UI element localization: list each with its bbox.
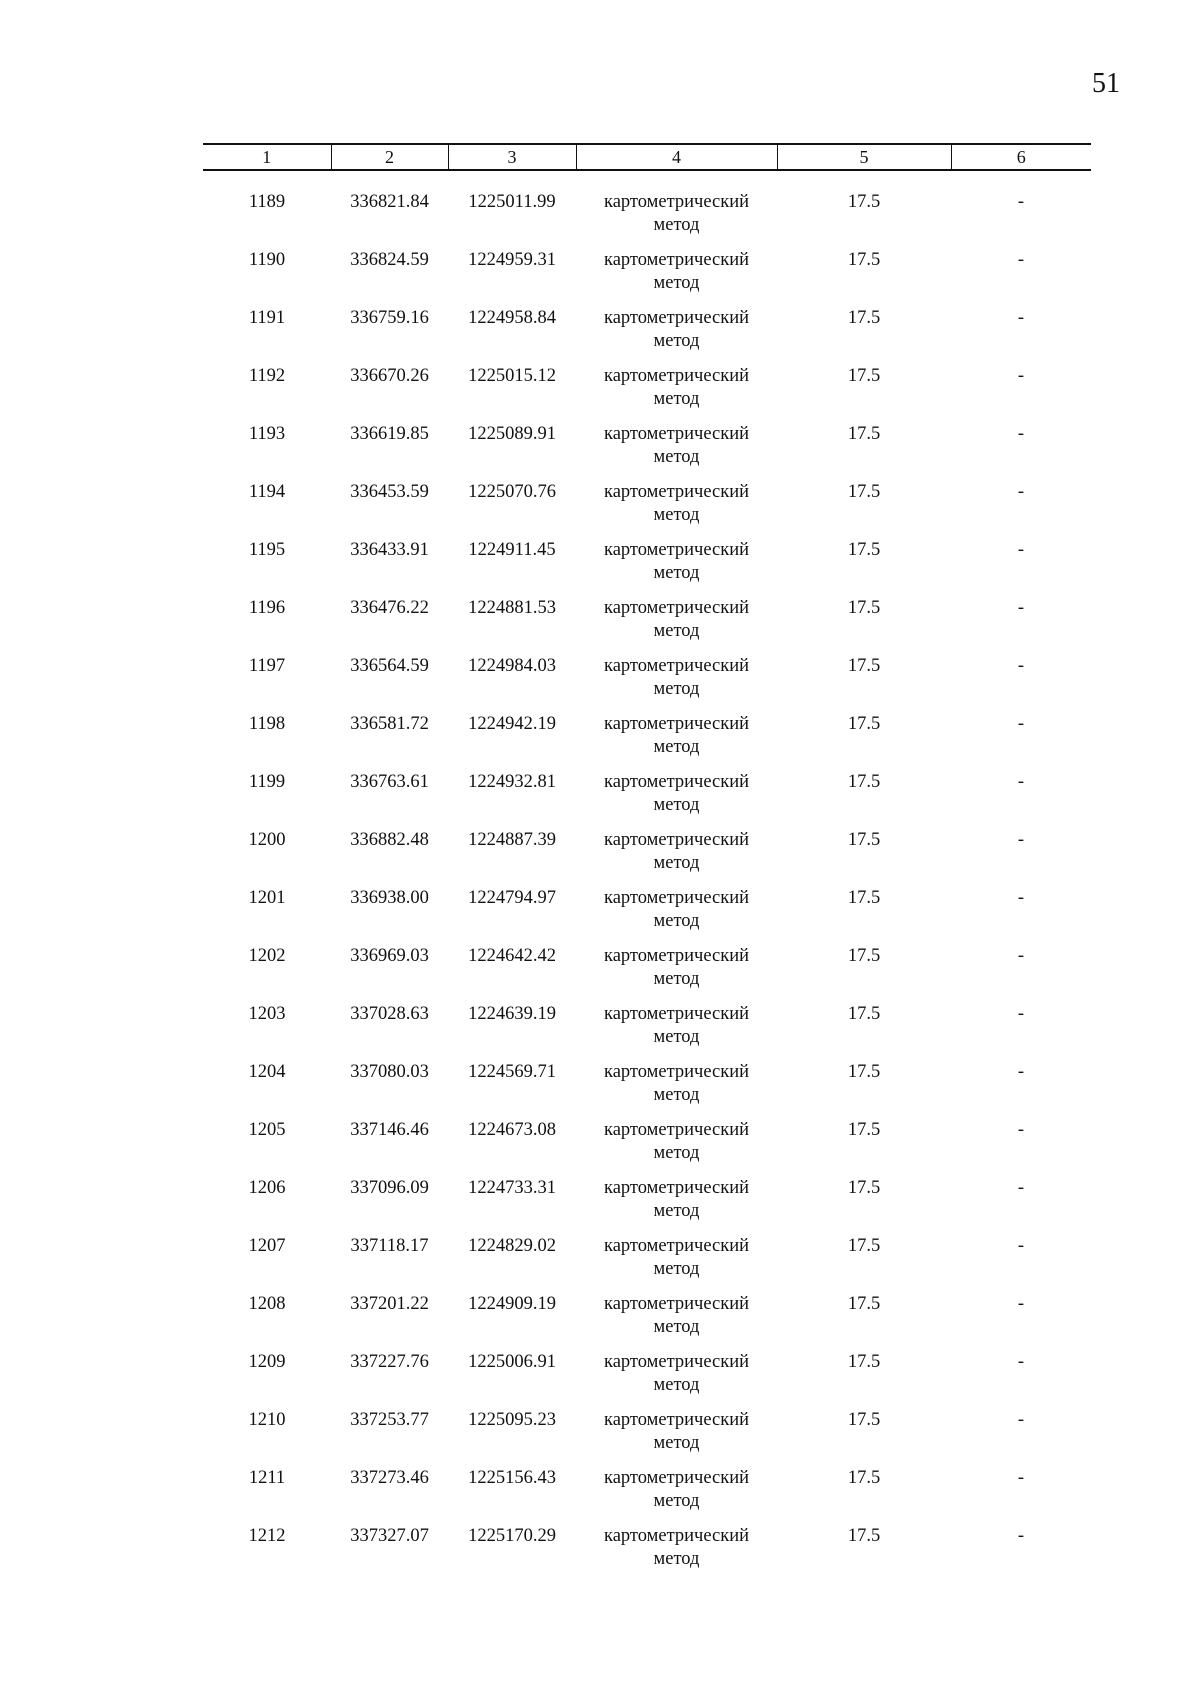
- method-line-1: картометрический: [603, 888, 750, 908]
- table-header: [203, 144, 1091, 170]
- accuracy-cell: 17.5: [847, 540, 881, 560]
- y-coordinate-cell: 1224639.19: [468, 1004, 556, 1024]
- column-header-5: 5: [777, 144, 951, 170]
- x-coordinate-cell: 336938.00: [350, 888, 429, 908]
- x-coordinate-cell: 336564.59: [350, 656, 429, 676]
- table-row: [203, 1235, 1091, 1293]
- x-coordinate-cell: 337096.09: [350, 1178, 429, 1198]
- method-line-1: картометрический: [603, 830, 750, 850]
- table-row: [203, 1119, 1091, 1177]
- x-coordinate-cell: 336476.22: [350, 598, 429, 618]
- method-cell: [576, 1293, 777, 1351]
- table-row: [203, 365, 1091, 423]
- method-cell: [576, 249, 777, 307]
- table-row: [203, 597, 1091, 655]
- point-number-cell: 1201: [248, 888, 286, 908]
- method-line-2: метод: [653, 1085, 700, 1105]
- table-row: [203, 829, 1091, 887]
- method-cell: [576, 539, 777, 597]
- point-number-cell: 1205: [248, 1120, 286, 1140]
- x-coordinate-cell: 336824.59: [350, 250, 429, 270]
- y-coordinate-cell: 1224958.84: [468, 308, 556, 328]
- table-body: [203, 170, 1091, 1583]
- method-line-2: метод: [653, 389, 700, 409]
- method-line-2: метод: [653, 1027, 700, 1047]
- y-coordinate-cell: 1224569.71: [468, 1062, 556, 1082]
- note-cell: -: [1017, 598, 1025, 618]
- note-cell: -: [1017, 714, 1025, 734]
- note-cell: -: [1017, 656, 1025, 676]
- table-row: [203, 771, 1091, 829]
- x-coordinate-cell: 337201.22: [350, 1294, 429, 1314]
- note-cell: -: [1017, 772, 1025, 792]
- x-coordinate-cell: 337146.46: [350, 1120, 429, 1140]
- method-line-1: картометрический: [603, 1468, 750, 1488]
- table-row: [203, 170, 1091, 249]
- method-line-2: метод: [653, 1433, 700, 1453]
- note-cell: -: [1017, 250, 1025, 270]
- note-cell: -: [1017, 366, 1025, 386]
- method-line-1: картометрический: [603, 250, 750, 270]
- method-line-2: метод: [653, 273, 700, 293]
- point-number-cell: 1199: [248, 772, 286, 792]
- method-line-2: метод: [653, 505, 700, 525]
- accuracy-cell: 17.5: [847, 830, 881, 850]
- method-cell: [576, 481, 777, 539]
- table-row: [203, 423, 1091, 481]
- method-cell: [576, 945, 777, 1003]
- x-coordinate-cell: 337327.07: [350, 1526, 429, 1546]
- coordinates-table: [203, 143, 1091, 1583]
- table-row: [203, 887, 1091, 945]
- coordinates-table-wrapper: [203, 143, 1091, 1583]
- x-coordinate-cell: 336581.72: [350, 714, 429, 734]
- method-cell: [576, 1525, 777, 1583]
- y-coordinate-cell: 1224909.19: [468, 1294, 556, 1314]
- y-coordinate-cell: 1224887.39: [468, 830, 556, 850]
- x-coordinate-cell: 336821.84: [350, 192, 429, 212]
- table-row: [203, 1061, 1091, 1119]
- method-cell: [576, 423, 777, 481]
- table-row: [203, 481, 1091, 539]
- y-coordinate-cell: 1225015.12: [468, 366, 556, 386]
- point-number-cell: 1203: [248, 1004, 286, 1024]
- note-cell: -: [1017, 946, 1025, 966]
- column-header-6: 6: [951, 144, 1091, 170]
- y-coordinate-cell: 1225089.91: [468, 424, 556, 444]
- y-coordinate-cell: 1224942.19: [468, 714, 556, 734]
- method-cell: [576, 887, 777, 945]
- x-coordinate-cell: 336969.03: [350, 946, 429, 966]
- point-number-cell: 1195: [248, 540, 286, 560]
- point-number-cell: 1198: [248, 714, 286, 734]
- note-cell: -: [1017, 830, 1025, 850]
- table-row: [203, 713, 1091, 771]
- method-line-1: картометрический: [603, 1120, 750, 1140]
- column-header-2: 2: [331, 144, 448, 170]
- method-line-2: метод: [653, 1549, 700, 1569]
- y-coordinate-cell: 1225070.76: [468, 482, 556, 502]
- method-cell: [576, 1235, 777, 1293]
- method-cell: [576, 1409, 777, 1467]
- method-line-2: метод: [653, 447, 700, 467]
- method-line-1: картометрический: [603, 192, 750, 212]
- point-number-cell: 1211: [248, 1468, 286, 1488]
- accuracy-cell: 17.5: [847, 1178, 881, 1198]
- x-coordinate-cell: 337227.76: [350, 1352, 429, 1372]
- x-coordinate-cell: 337028.63: [350, 1004, 429, 1024]
- y-coordinate-cell: 1225011.99: [468, 192, 556, 212]
- y-coordinate-cell: 1224911.45: [468, 540, 556, 560]
- note-cell: -: [1017, 1178, 1025, 1198]
- point-number-cell: 1190: [248, 250, 286, 270]
- accuracy-cell: 17.5: [847, 946, 881, 966]
- method-line-1: картометрический: [603, 1236, 750, 1256]
- method-line-1: картометрический: [603, 598, 750, 618]
- method-cell: [576, 307, 777, 365]
- y-coordinate-cell: 1224881.53: [468, 598, 556, 618]
- table-row: [203, 1409, 1091, 1467]
- method-cell: [576, 1467, 777, 1525]
- point-number-cell: 1206: [248, 1178, 286, 1198]
- method-line-2: метод: [653, 853, 700, 873]
- table-row: [203, 655, 1091, 713]
- method-cell: [576, 829, 777, 887]
- accuracy-cell: 17.5: [847, 1526, 881, 1546]
- note-cell: -: [1017, 1526, 1025, 1546]
- accuracy-cell: 17.5: [847, 888, 881, 908]
- note-cell: -: [1017, 1004, 1025, 1024]
- point-number-cell: 1209: [248, 1352, 286, 1372]
- method-cell: [576, 713, 777, 771]
- accuracy-cell: 17.5: [847, 714, 881, 734]
- y-coordinate-cell: 1224733.31: [468, 1178, 556, 1198]
- point-number-cell: 1200: [248, 830, 286, 850]
- method-cell: [576, 1061, 777, 1119]
- y-coordinate-cell: 1225006.91: [468, 1352, 556, 1372]
- table-row: [203, 249, 1091, 307]
- point-number-cell: 1196: [248, 598, 286, 618]
- x-coordinate-cell: 336670.26: [350, 366, 429, 386]
- method-line-2: метод: [653, 1143, 700, 1163]
- table-row: [203, 539, 1091, 597]
- y-coordinate-cell: 1225095.23: [468, 1410, 556, 1430]
- method-line-2: метод: [653, 911, 700, 931]
- accuracy-cell: 17.5: [847, 192, 881, 212]
- note-cell: -: [1017, 1294, 1025, 1314]
- point-number-cell: 1212: [248, 1526, 286, 1546]
- note-cell: -: [1017, 1120, 1025, 1140]
- method-line-2: метод: [653, 969, 700, 989]
- point-number-cell: 1192: [248, 366, 286, 386]
- method-cell: [576, 1003, 777, 1061]
- accuracy-cell: 17.5: [847, 1004, 881, 1024]
- method-line-2: метод: [653, 1491, 700, 1511]
- point-number-cell: 1204: [248, 1062, 286, 1082]
- x-coordinate-cell: 336453.59: [350, 482, 429, 502]
- point-number-cell: 1202: [248, 946, 286, 966]
- y-coordinate-cell: 1224932.81: [468, 772, 556, 792]
- note-cell: -: [1017, 1352, 1025, 1372]
- x-coordinate-cell: 336763.61: [350, 772, 429, 792]
- method-line-1: картометрический: [603, 482, 750, 502]
- method-line-1: картометрический: [603, 308, 750, 328]
- method-cell: [576, 655, 777, 713]
- method-cell: [576, 1351, 777, 1409]
- note-cell: -: [1017, 192, 1025, 212]
- accuracy-cell: 17.5: [847, 1236, 881, 1256]
- accuracy-cell: 17.5: [847, 1120, 881, 1140]
- accuracy-cell: 17.5: [847, 250, 881, 270]
- method-line-1: картометрический: [603, 772, 750, 792]
- method-line-2: метод: [653, 1317, 700, 1337]
- method-line-2: метод: [653, 563, 700, 583]
- table-row: [203, 1003, 1091, 1061]
- method-line-2: метод: [653, 1259, 700, 1279]
- method-line-2: метод: [653, 1201, 700, 1221]
- method-cell: [576, 771, 777, 829]
- point-number-cell: 1210: [248, 1410, 286, 1430]
- method-line-1: картометрический: [603, 714, 750, 734]
- method-cell: [576, 170, 777, 249]
- accuracy-cell: 17.5: [847, 1468, 881, 1488]
- point-number-cell: 1194: [248, 482, 286, 502]
- method-line-1: картометрический: [603, 366, 750, 386]
- method-line-1: картометрический: [603, 946, 750, 966]
- y-coordinate-cell: 1224673.08: [468, 1120, 556, 1140]
- method-line-2: метод: [653, 1375, 700, 1395]
- y-coordinate-cell: 1224959.31: [468, 250, 556, 270]
- method-line-1: картометрический: [603, 1410, 750, 1430]
- point-number-cell: 1208: [248, 1294, 286, 1314]
- method-cell: [576, 1119, 777, 1177]
- accuracy-cell: 17.5: [847, 598, 881, 618]
- note-cell: -: [1017, 1236, 1025, 1256]
- method-line-1: картометрический: [603, 656, 750, 676]
- point-number-cell: 1189: [248, 192, 286, 212]
- x-coordinate-cell: 336433.91: [350, 540, 429, 560]
- x-coordinate-cell: 337273.46: [350, 1468, 429, 1488]
- accuracy-cell: 17.5: [847, 366, 881, 386]
- note-cell: -: [1017, 540, 1025, 560]
- y-coordinate-cell: 1225156.43: [468, 1468, 556, 1488]
- method-line-1: картометрический: [603, 1526, 750, 1546]
- method-cell: [576, 597, 777, 655]
- table-row: [203, 945, 1091, 1003]
- method-line-2: метод: [653, 679, 700, 699]
- point-number-cell: 1191: [248, 308, 286, 328]
- method-line-2: метод: [653, 795, 700, 815]
- x-coordinate-cell: 337253.77: [350, 1410, 429, 1430]
- method-line-1: картометрический: [603, 1062, 750, 1082]
- accuracy-cell: 17.5: [847, 308, 881, 328]
- accuracy-cell: 17.5: [847, 1410, 881, 1430]
- accuracy-cell: 17.5: [847, 1062, 881, 1082]
- column-header-3: 3: [448, 144, 576, 170]
- table-row: [203, 1177, 1091, 1235]
- header-row: [203, 144, 1091, 170]
- point-number-cell: 1197: [248, 656, 286, 676]
- method-line-2: метод: [653, 331, 700, 351]
- note-cell: -: [1017, 424, 1025, 444]
- accuracy-cell: 17.5: [847, 1352, 881, 1372]
- method-line-2: метод: [653, 737, 700, 757]
- table-row: [203, 1525, 1091, 1583]
- x-coordinate-cell: 336619.85: [350, 424, 429, 444]
- x-coordinate-cell: 336759.16: [350, 308, 429, 328]
- accuracy-cell: 17.5: [847, 1294, 881, 1314]
- method-line-1: картометрический: [603, 424, 750, 444]
- method-line-1: картометрический: [603, 1352, 750, 1372]
- y-coordinate-cell: 1224642.42: [468, 946, 556, 966]
- table-row: [203, 307, 1091, 365]
- page-number: 51: [1092, 68, 1120, 99]
- accuracy-cell: 17.5: [847, 424, 881, 444]
- method-line-1: картометрический: [603, 1294, 750, 1314]
- column-header-1: 1: [203, 144, 331, 170]
- table-row: [203, 1293, 1091, 1351]
- x-coordinate-cell: 337118.17: [350, 1236, 429, 1256]
- y-coordinate-cell: 1224829.02: [468, 1236, 556, 1256]
- column-header-4: 4: [576, 144, 777, 170]
- method-line-2: метод: [653, 621, 700, 641]
- note-cell: -: [1017, 482, 1025, 502]
- y-coordinate-cell: 1224984.03: [468, 656, 556, 676]
- point-number-cell: 1207: [248, 1236, 286, 1256]
- method-line-2: метод: [653, 215, 700, 235]
- method-line-1: картометрический: [603, 540, 750, 560]
- note-cell: -: [1017, 1410, 1025, 1430]
- table-row: [203, 1351, 1091, 1409]
- y-coordinate-cell: 1224794.97: [468, 888, 556, 908]
- accuracy-cell: 17.5: [847, 772, 881, 792]
- y-coordinate-cell: 1225170.29: [468, 1526, 556, 1546]
- method-cell: [576, 1177, 777, 1235]
- x-coordinate-cell: 336882.48: [350, 830, 429, 850]
- point-number-cell: 1193: [248, 424, 286, 444]
- table-row: [203, 1467, 1091, 1525]
- note-cell: -: [1017, 1468, 1025, 1488]
- method-line-1: картометрический: [603, 1004, 750, 1024]
- note-cell: -: [1017, 888, 1025, 908]
- x-coordinate-cell: 337080.03: [350, 1062, 429, 1082]
- method-line-1: картометрический: [603, 1178, 750, 1198]
- accuracy-cell: 17.5: [847, 482, 881, 502]
- note-cell: -: [1017, 308, 1025, 328]
- method-cell: [576, 365, 777, 423]
- note-cell: -: [1017, 1062, 1025, 1082]
- accuracy-cell: 17.5: [847, 656, 881, 676]
